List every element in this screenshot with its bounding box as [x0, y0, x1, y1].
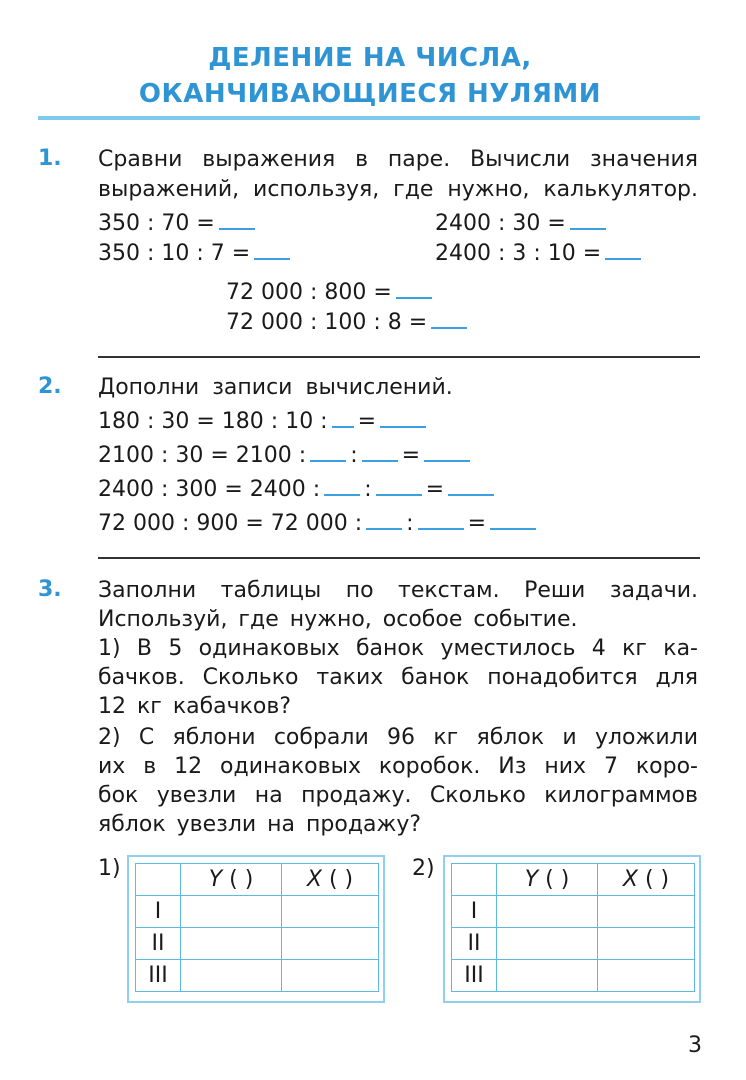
table-1-grid — [135, 863, 379, 992]
row-label: II — [136, 928, 181, 960]
expr-text: 72 000 : 100 : 8 = — [226, 310, 428, 335]
answer-blank[interactable] — [396, 279, 432, 299]
table-row — [136, 896, 379, 928]
table-row — [136, 960, 379, 992]
row-label: II — [452, 928, 497, 960]
table-1-label: 1) — [98, 856, 121, 881]
answer-blank[interactable] — [366, 510, 402, 530]
task-3-line: 12 кг кабачков? — [98, 694, 292, 719]
answer-blank[interactable] — [380, 408, 426, 428]
table-cell[interactable] — [452, 864, 497, 896]
table-cell[interactable] — [282, 896, 379, 928]
expr-text: 350 : 70 = — [98, 211, 215, 236]
answer-blank[interactable] — [310, 442, 346, 462]
answer-blank[interactable] — [219, 210, 255, 230]
section-divider — [98, 557, 700, 559]
task-3-number: 3. — [38, 577, 62, 602]
expr-text: 2400 : 3 : 10 = — [435, 241, 602, 266]
table-cell[interactable] — [282, 960, 379, 992]
colon-sign: : — [406, 511, 414, 536]
title-underline — [38, 116, 700, 120]
page-title — [40, 40, 700, 112]
row-label: I — [452, 896, 497, 928]
task-1-expr-b1 — [435, 209, 610, 238]
answer-blank[interactable] — [324, 476, 360, 496]
colon-sign: : — [364, 477, 372, 502]
answer-blank[interactable] — [254, 240, 290, 260]
expr-text: 2400 : 30 = — [435, 211, 566, 236]
table-row — [452, 896, 695, 928]
table-cell[interactable] — [181, 960, 282, 992]
task-2-row-1 — [98, 407, 430, 436]
table-cell[interactable] — [497, 928, 598, 960]
title-line-1: ДЕЛЕНИЕ НА ЧИСЛА, — [208, 43, 532, 73]
task-1-number: 1. — [38, 146, 62, 171]
row-label: III — [452, 960, 497, 992]
section-divider — [98, 356, 700, 358]
expr-text: 2400 : 300 = 2400 : — [98, 477, 321, 502]
row-label: III — [136, 960, 181, 992]
table-cell[interactable] — [497, 896, 598, 928]
row-label: I — [136, 896, 181, 928]
equals-sign: = — [425, 477, 445, 502]
column-header-y: Y ( ) — [181, 864, 282, 896]
answer-blank[interactable] — [448, 476, 494, 496]
table-2 — [443, 855, 701, 1003]
table-cell[interactable] — [282, 928, 379, 960]
task-2-row-3 — [98, 475, 498, 504]
task-1-expr-a2 — [98, 239, 294, 268]
answer-blank[interactable] — [570, 210, 606, 230]
answer-blank[interactable] — [490, 510, 536, 530]
task-3-line: 2) С яблони собрали 96 кг яблок и уложили — [98, 725, 698, 750]
table-cell[interactable] — [181, 928, 282, 960]
column-header-x: X ( ) — [598, 864, 695, 896]
answer-blank[interactable] — [332, 408, 354, 428]
table-cell[interactable] — [497, 960, 598, 992]
answer-blank[interactable] — [431, 309, 467, 329]
task-3-line: их в 12 одинаковых коробок. Из них 7 коро- — [98, 754, 698, 779]
column-header-x: X ( ) — [282, 864, 379, 896]
table-1 — [127, 855, 385, 1003]
equals-sign: = — [357, 409, 377, 434]
task-1-text-line-1: Сравни выражения в паре. Вычисли значения — [98, 147, 698, 172]
task-2-row-2 — [98, 441, 474, 470]
task-1-expr-b2 — [435, 239, 645, 268]
task-3-line: Заполни таблицы по текстам. Реши задачи. — [98, 578, 698, 603]
expr-text: 72 000 : 900 = 72 000 : — [98, 511, 363, 536]
expr-text: 72 000 : 800 = — [226, 280, 392, 305]
answer-blank[interactable] — [418, 510, 464, 530]
table-cell[interactable] — [181, 896, 282, 928]
equals-sign: = — [401, 443, 421, 468]
table-row — [452, 960, 695, 992]
table-cell[interactable] — [598, 896, 695, 928]
expr-text: 350 : 10 : 7 = — [98, 241, 251, 266]
table-cell[interactable] — [136, 864, 181, 896]
expr-text: 2100 : 30 = 2100 : — [98, 443, 307, 468]
table-header-row — [136, 864, 379, 896]
task-1-expr-a1 — [98, 209, 259, 238]
task-3-line: яблок увезли на продажу? — [98, 812, 422, 837]
task-3-line: Используй, где нужно, особое событие. — [98, 607, 578, 632]
task-3-line: бок увезли на продажу. Сколько килограммов — [98, 783, 698, 808]
table-header-row — [452, 864, 695, 896]
table-cell[interactable] — [598, 928, 695, 960]
task-1-expr-c2 — [226, 308, 471, 337]
task-2-row-4 — [98, 509, 540, 538]
task-2-number: 2. — [38, 374, 62, 399]
expr-text: 180 : 30 = 180 : 10 : — [98, 409, 328, 434]
answer-blank[interactable] — [362, 442, 398, 462]
page-number: 3 — [688, 1033, 702, 1058]
answer-blank[interactable] — [376, 476, 422, 496]
column-header-y: Y ( ) — [497, 864, 598, 896]
table-row — [136, 928, 379, 960]
answer-blank[interactable] — [424, 442, 470, 462]
table-row — [452, 928, 695, 960]
table-2-grid — [451, 863, 695, 992]
table-2-label: 2) — [412, 856, 435, 881]
answer-blank[interactable] — [605, 240, 641, 260]
colon-sign: : — [350, 443, 358, 468]
task-3-line: бачков. Сколько таких банок понадобится для — [98, 665, 698, 690]
task-3-line: 1) В 5 одинаковых банок уместилось 4 кг ка- — [98, 636, 698, 661]
task-1-expr-c1 — [226, 278, 436, 307]
task-2-text: Дополни записи вычислений. — [98, 375, 453, 400]
equals-sign: = — [467, 511, 487, 536]
table-cell[interactable] — [598, 960, 695, 992]
task-1-text-line-2: выражений, используя, где нужно, калькулятор. — [98, 177, 698, 202]
title-line-2: ОКАНЧИВАЮЩИЕСЯ НУЛЯМИ — [138, 79, 602, 109]
